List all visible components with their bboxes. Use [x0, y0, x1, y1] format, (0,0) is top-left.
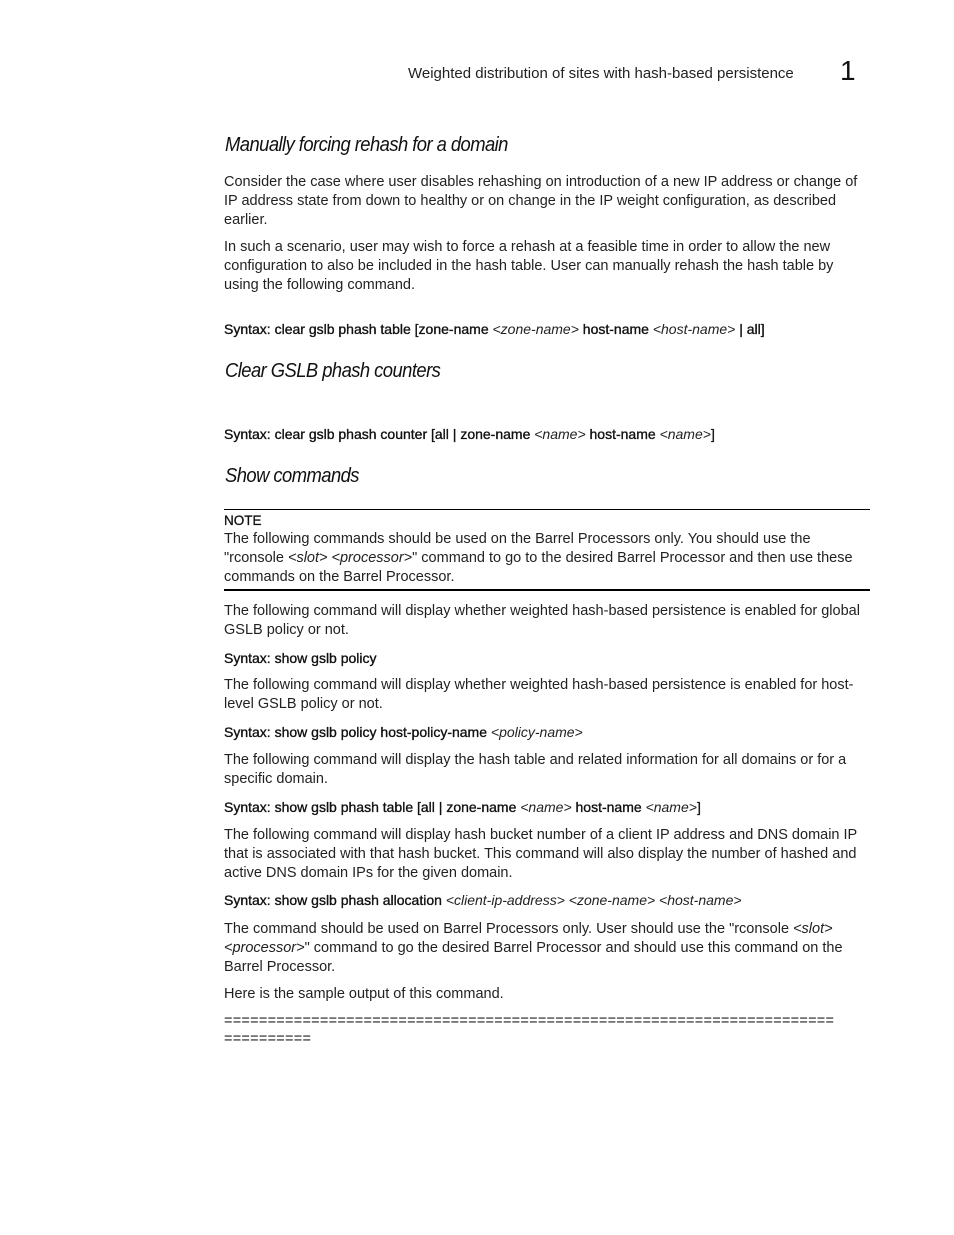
- sample-output-line-1: ======================================================================: [224, 1013, 835, 1029]
- running-header-title: Weighted distribution of sites with hash-based persistence: [408, 65, 794, 82]
- note-top-rule: [224, 509, 870, 510]
- show-syntax-3: Syntax: show gslb phash table [all | zone-name <name> host-name <name>]: [224, 799, 701, 815]
- show-syntax-4: Syntax: show gslb phash allocation <client-ip-address> <zone-name> <host-name>: [224, 892, 742, 908]
- show-syntax-2: Syntax: show gslb policy host-policy-name <policy-name>: [224, 724, 583, 740]
- section-heading-counters: Clear GSLB phash counters: [225, 360, 441, 382]
- show-paragraph-4: The following command will display hash bucket number of a client IP address and DNS domain IP that is associated with that hash bucket. This command will also display the number of hashed and active DNS domain IPs for the given domain.: [224, 827, 857, 881]
- show-paragraph-6: Here is the sample output of this command.: [224, 986, 504, 1002]
- section-heading-rehash: Manually forcing rehash for a domain: [225, 134, 508, 156]
- rehash-syntax: Syntax: clear gslb phash table [zone-name <zone-name> host-name <host-name> | all]: [224, 321, 765, 337]
- section-heading-show: Show commands: [225, 465, 359, 487]
- chapter-number: 1: [840, 55, 856, 86]
- sample-output-line-2: ==========: [224, 1031, 312, 1047]
- show-paragraph-1: The following command will display whether weighted hash-based persistence is enabled for global GSLB policy or not.: [224, 603, 860, 638]
- show-paragraph-2: The following command will display whether weighted hash-based persistence is enabled for host-level GSLB policy or not.: [224, 677, 854, 712]
- show-paragraph-3: The following command will display the hash table and related information for all domains or for a specific domain.: [224, 752, 847, 787]
- counters-syntax: Syntax: clear gslb phash counter [all | zone-name <name> host-name <name>]: [224, 426, 715, 442]
- note-label: NOTE: [224, 513, 262, 528]
- show-syntax-1: Syntax: show gslb policy: [224, 650, 377, 666]
- show-paragraph-5: The command should be used on Barrel Processors only. User should use the "rconsole <slot> <processor>" command to go the desired Barrel Processor and should use this command on the Barrel Processor.: [224, 921, 843, 975]
- note-bottom-rule: [224, 589, 870, 591]
- rehash-paragraph-2: In such a scenario, user may wish to force a rehash at a feasible time in order to allow the new configuration to also be included in the hash table. User can manually rehash the hash table by using the following command.: [224, 239, 834, 293]
- note-text: The following commands should be used on the Barrel Processors only. You should use the "rconsole <slot> <processor>" command to go to the desired Barrel Processor and then use these commands on the Barrel Processor.: [224, 531, 853, 585]
- rehash-paragraph-1: Consider the case where user disables rehashing on introduction of a new IP address or change of IP address state from down to healthy or on change in the IP weight configuration, as described earlier.: [224, 174, 858, 228]
